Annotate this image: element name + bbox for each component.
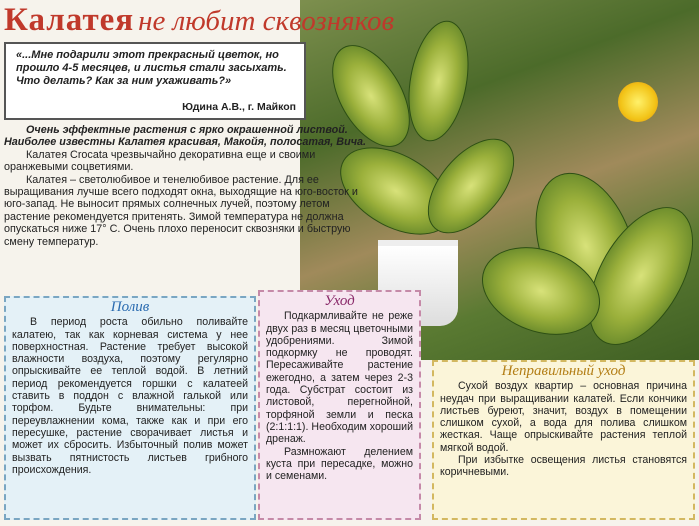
article-title — [4, 0, 394, 40]
title-sub: не любит сквозняков — [138, 5, 395, 37]
reader-question — [4, 42, 306, 120]
title-main: Калатея — [4, 2, 135, 38]
flower-image — [618, 82, 658, 122]
intro-paragraph: Калатея – светолюбивое и тенелюбивое растение. Для ее выращивания лучше всего подходят окна, выходящие на юго-восток и юго-запад. Не выносит прямых солнечных лучей, поэтому летом растение рекомендуется притенять. Зимой температура не должна опускаться ниже 17° С. Очень плохо переносит сквозняки и быструю смену температур. — [4, 173, 358, 248]
question-author: Юдина А.В., г. Майкоп — [182, 101, 296, 113]
intro-text — [4, 124, 374, 248]
leaf-image — [400, 16, 477, 146]
intro-lead: Очень эффектные растения с ярко окрашенной листвой. Наиболее известны Калатея красивая, Макойя, полосатая, Вича. — [4, 124, 367, 149]
wrong-care-heading: Неправильный уход — [501, 363, 626, 379]
wrong-care-text: При избытке освещения листья становятся коричневыми. — [440, 454, 687, 479]
intro-paragraph: Калатея Crocata чрезвычайно декоративна еще и своими оранжевыми соцветиями. — [4, 148, 316, 174]
care-text: Подкармливайте не реже двух раз в месяц цветочными удобрениями. Зимой подкормку не проводят. Пересаживайте растение ежегодно, а затем через 2-3 года. Субстрат состоит из листовой, перегнойной, торфяной земли и песка (2:1:1:1). Необходим хороший дренаж. — [266, 310, 413, 446]
watering-section — [4, 296, 256, 520]
care-text: Размножают делением куста при пересадке, можно и семенами. — [266, 445, 413, 483]
watering-heading: Полив — [110, 299, 150, 315]
care-heading: Уход — [324, 293, 355, 309]
care-section — [258, 290, 421, 520]
watering-text: В период роста обильно поливайте калатею, так как корневая система у нее поверхностная. Растение требует высокой влажности воздуха, поэтому регулярно опрыскивайте ее теплой водой. В летний период рекомендуется горшки с калатеей ставить в поддон с влажной галькой или торфом. Будьте внимательны: при переувлажнении кома, также как и при его пересушке, растение сворачивает листья и может их сбросить. Избыточный полив может вызвать пятнистость листьев грибного происхождения. — [12, 316, 248, 476]
question-text: «...Мне подарили этот прекрасный цветок, но прошло 4-5 месяцев, и листья стали засыхать. Что делать? Как за ним ухаживать?» — [16, 49, 287, 87]
wrong-care-section — [432, 360, 695, 520]
wrong-care-text: Сухой воздух квартир – основная причина неудач при выращивании калатей. Если кончики листьев буреют, значит, воздух в помещении слишком сухой, а вода для полива слишком жесткая. Чаще опрыскивайте растения теплой мягкой водой. — [440, 380, 687, 454]
